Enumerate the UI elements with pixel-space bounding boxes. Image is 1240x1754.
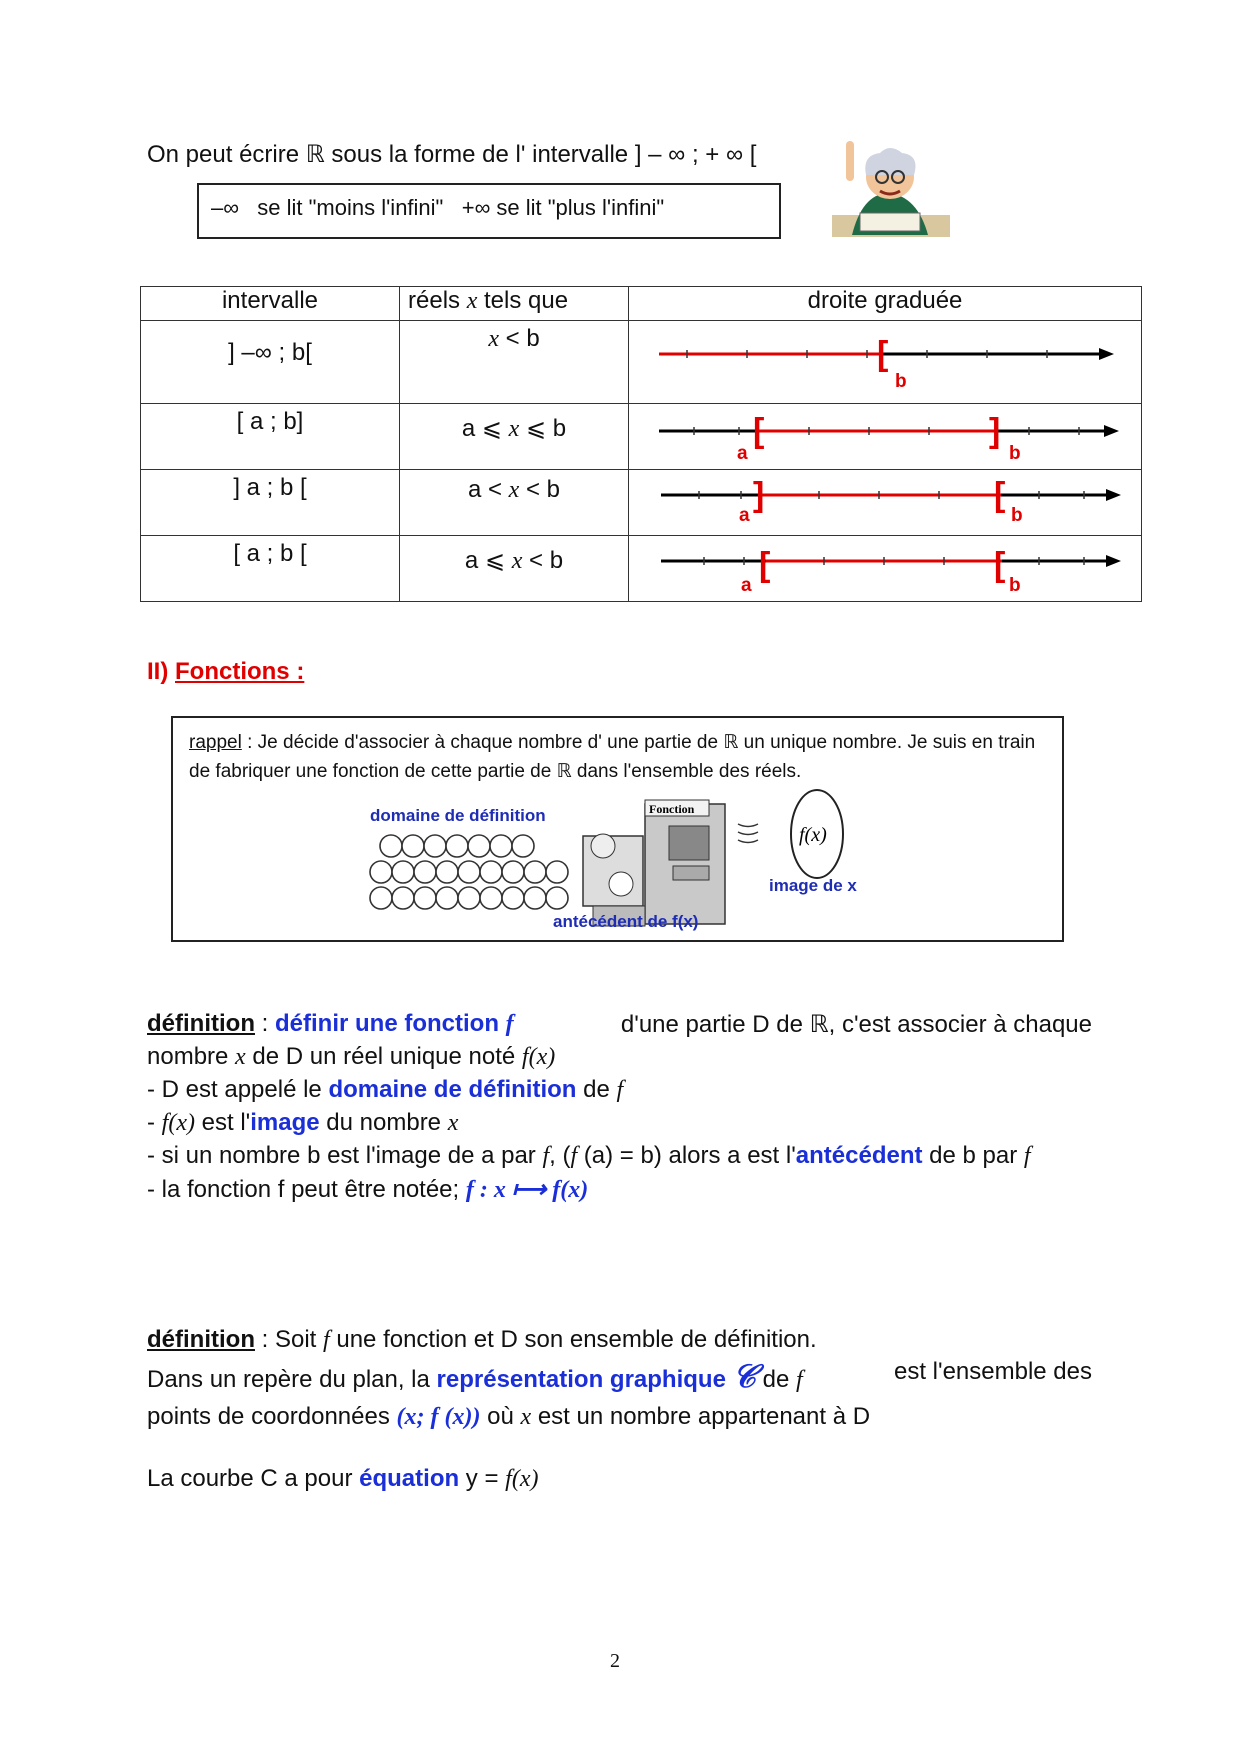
bullet4-pre: - la fonction f peut être notée; bbox=[147, 1176, 466, 1203]
bullet3-bold: antécédent bbox=[795, 1142, 923, 1169]
label-a: a bbox=[741, 575, 752, 594]
condition-rest: ⩽ b bbox=[519, 415, 567, 442]
domain-balls-illustration bbox=[369, 826, 579, 920]
def1-bold: définir une fonction bbox=[275, 1010, 506, 1037]
interval-table bbox=[140, 286, 1142, 602]
bullet3-mid2: (a) = b) alors a est l' bbox=[577, 1142, 796, 1169]
number-line-cell bbox=[629, 536, 1142, 602]
label-b: b bbox=[1009, 443, 1021, 462]
minus-infinity: –∞ bbox=[211, 195, 239, 220]
condition-cell bbox=[400, 470, 629, 536]
interval-cell bbox=[141, 321, 400, 404]
fx-label: f(x) bbox=[799, 824, 827, 846]
def2-line2-post: de bbox=[755, 1366, 796, 1393]
minus-infinity-reading: se lit "moins l'infini" bbox=[257, 195, 444, 220]
def1-bullet1 bbox=[147, 1076, 623, 1104]
var-f: f bbox=[542, 1143, 550, 1169]
number-line-4 bbox=[629, 536, 1141, 594]
label-a: a bbox=[739, 505, 750, 526]
section-title: Fonctions : bbox=[175, 658, 305, 685]
def1-f: f bbox=[505, 1011, 514, 1037]
condition-x: x bbox=[508, 416, 520, 442]
fx-oval-illustration bbox=[787, 786, 847, 882]
var-x: x bbox=[235, 1044, 246, 1070]
header-condition-post: tels que bbox=[477, 287, 569, 314]
condition-cell bbox=[400, 321, 629, 404]
def1-colon: : bbox=[254, 1010, 275, 1037]
bullet2-post: du nombre bbox=[319, 1109, 448, 1136]
rappel-label: rappel bbox=[189, 732, 242, 753]
bullet2-mid: est l' bbox=[194, 1109, 251, 1136]
header-condition bbox=[400, 287, 629, 321]
interval-cell bbox=[141, 404, 400, 470]
interval-notation: ] a ; b [ bbox=[233, 474, 307, 501]
label-b: b bbox=[1011, 505, 1023, 526]
machine-label: Fonction bbox=[649, 802, 695, 816]
interval-notation: [ a ; b] bbox=[236, 408, 304, 435]
antecedent-label: antécédent de f(x) bbox=[553, 912, 699, 931]
condition-x: x bbox=[508, 477, 520, 503]
header-interval-text: intervalle bbox=[221, 287, 319, 314]
axis-arrow-icon bbox=[1106, 489, 1121, 501]
bracket-b: ] bbox=[989, 412, 1001, 450]
number-line-2 bbox=[629, 404, 1141, 462]
var-x: x bbox=[520, 1404, 532, 1430]
number-line-3 bbox=[629, 470, 1141, 528]
header-number-line-text: droite graduée bbox=[807, 287, 963, 314]
number-line-1 bbox=[629, 321, 1141, 396]
def2-line4-mid: y = bbox=[459, 1465, 506, 1492]
def2-line1 bbox=[147, 1326, 817, 1354]
output-waves-icon bbox=[733, 814, 773, 854]
def1-bullet2 bbox=[147, 1109, 458, 1137]
image-label: image de x bbox=[769, 876, 857, 895]
condition-rest: < b bbox=[519, 476, 561, 503]
bullet1-post: de bbox=[576, 1076, 617, 1103]
def2-label: définition bbox=[147, 1326, 255, 1353]
table-row bbox=[141, 536, 1142, 602]
plus-infinity-reading: se lit "plus l'infini" bbox=[496, 195, 665, 220]
header-interval bbox=[141, 287, 400, 321]
interval-cell bbox=[141, 470, 400, 536]
number-line-cell bbox=[629, 404, 1142, 470]
table-row bbox=[141, 404, 1142, 470]
axis-arrow-icon bbox=[1099, 348, 1114, 360]
def1-bullet3 bbox=[147, 1142, 1031, 1170]
bullet1-pre: - D est appelé le bbox=[147, 1076, 329, 1103]
section-number: II) bbox=[147, 658, 169, 685]
page-number: 2 bbox=[610, 1650, 620, 1672]
number-line-cell bbox=[629, 470, 1142, 536]
def2-line2-pre: Dans un repère du plan, la bbox=[147, 1366, 437, 1393]
number-line-cell bbox=[629, 321, 1142, 404]
condition-a: a < bbox=[467, 476, 509, 503]
equation-bold: équation bbox=[359, 1465, 460, 1492]
var-f: f bbox=[570, 1143, 578, 1169]
def2-line3-pre: points de coordonnées bbox=[147, 1403, 397, 1430]
bullet2-bold: image bbox=[250, 1109, 320, 1136]
def2-rest: une fonction et D son ensemble de définition. bbox=[329, 1326, 817, 1353]
def1-bullet4 bbox=[147, 1175, 588, 1204]
label-b: b bbox=[895, 371, 907, 392]
bracket-a: [ bbox=[753, 412, 765, 450]
bracket-b: [ bbox=[994, 476, 1006, 514]
open-bracket-b: [ bbox=[877, 335, 889, 373]
condition-cell bbox=[400, 404, 629, 470]
intro-line bbox=[147, 140, 756, 169]
table-row bbox=[141, 321, 1142, 404]
condition-rest: < b bbox=[498, 325, 540, 352]
label-a: a bbox=[737, 443, 748, 462]
var-fx: f(x) bbox=[521, 1044, 556, 1070]
axis-arrow-icon bbox=[1106, 555, 1121, 567]
header-condition-x: x bbox=[466, 288, 478, 314]
interval-cell bbox=[141, 536, 400, 602]
var-f: f bbox=[1023, 1143, 1031, 1169]
def2-line3 bbox=[147, 1403, 870, 1431]
axis-arrow-icon bbox=[1104, 425, 1119, 437]
def2-line4-pre: La courbe C a pour bbox=[147, 1465, 360, 1492]
coordinates-notation: (x; f (x)) bbox=[396, 1404, 481, 1430]
def2-line3-post: est un nombre appartenant à D bbox=[531, 1403, 871, 1430]
var-fx: f(x) bbox=[505, 1466, 539, 1492]
condition-x: x bbox=[488, 326, 499, 352]
infinity-box bbox=[197, 183, 781, 239]
def2-line2 bbox=[147, 1358, 1092, 1396]
bullet3-pre: - si un nombre b est l'image de a par bbox=[147, 1142, 543, 1169]
def1-line1 bbox=[147, 1010, 1092, 1039]
interval-notation: ] –∞ ; b[ bbox=[228, 339, 312, 366]
var-fx: f(x) bbox=[161, 1110, 195, 1136]
condition-a: a ⩽ bbox=[464, 547, 512, 574]
def2-line4 bbox=[147, 1465, 538, 1493]
bullet3-post: de b par bbox=[922, 1142, 1024, 1169]
table-header-row bbox=[141, 287, 1142, 321]
bullet1-bold: domaine de définition bbox=[328, 1076, 577, 1103]
label-b: b bbox=[1009, 575, 1021, 594]
def2-line2-end: est l'ensemble des bbox=[893, 1358, 1092, 1385]
professor-illustration bbox=[832, 135, 950, 239]
condition-rest: < b bbox=[522, 547, 564, 574]
var-x: x bbox=[447, 1110, 459, 1136]
bullet2-pre: - bbox=[147, 1109, 162, 1136]
condition-cell bbox=[400, 536, 629, 602]
var-f: f bbox=[795, 1367, 803, 1393]
def2-colon: : Soit bbox=[254, 1326, 324, 1353]
bullet3-mid: , ( bbox=[549, 1142, 571, 1169]
condition-x: x bbox=[511, 548, 523, 574]
intro-text: On peut écrire bbox=[147, 141, 306, 168]
def1-label: définition bbox=[147, 1010, 255, 1037]
plus-infinity: +∞ bbox=[461, 195, 491, 220]
def1-rest: d'une partie D de ℝ, c'est associer à chaque bbox=[620, 1011, 1092, 1038]
intro-text-post: sous la forme de l' intervalle ] – ∞ ; + ∞ [ bbox=[324, 141, 757, 168]
var-f: f bbox=[616, 1077, 624, 1103]
curve-symbol: 𝒞 bbox=[732, 1358, 756, 1394]
bracket-a: ] bbox=[753, 476, 765, 514]
bracket-b: [ bbox=[994, 546, 1006, 584]
header-number-line bbox=[629, 287, 1142, 321]
var-f: f bbox=[323, 1327, 330, 1353]
domain-label: domaine de définition bbox=[370, 806, 546, 825]
function-notation: f : x ⟼ f(x) bbox=[465, 1177, 589, 1203]
bracket-a: [ bbox=[759, 546, 771, 584]
reals-symbol: ℝ bbox=[305, 141, 325, 168]
interval-notation: [ a ; b [ bbox=[233, 540, 307, 567]
def1-start bbox=[147, 1010, 514, 1039]
def2-line3-mid: où bbox=[480, 1403, 521, 1430]
rappel-box bbox=[171, 716, 1064, 942]
def1-line2-pre: nombre bbox=[147, 1043, 236, 1070]
header-condition-pre: réels bbox=[408, 287, 467, 314]
condition-a: a ⩽ bbox=[461, 415, 509, 442]
infinity-box-text bbox=[211, 195, 664, 221]
def1-line2-mid: de D un réel unique noté bbox=[245, 1043, 522, 1070]
def2-line2-start bbox=[147, 1358, 803, 1396]
table-row bbox=[141, 470, 1142, 536]
def1-line2 bbox=[147, 1043, 555, 1071]
section-heading bbox=[147, 658, 304, 686]
def2-bold: représentation graphique bbox=[436, 1366, 726, 1393]
rappel-body: : Je décide d'associer à chaque nombre d' une partie de ℝ un unique nombre. Je suis en train de fabriquer une fonction de cette partie de ℝ dans l'ensemble des réels. bbox=[189, 732, 1036, 782]
rappel-text bbox=[189, 728, 1049, 786]
